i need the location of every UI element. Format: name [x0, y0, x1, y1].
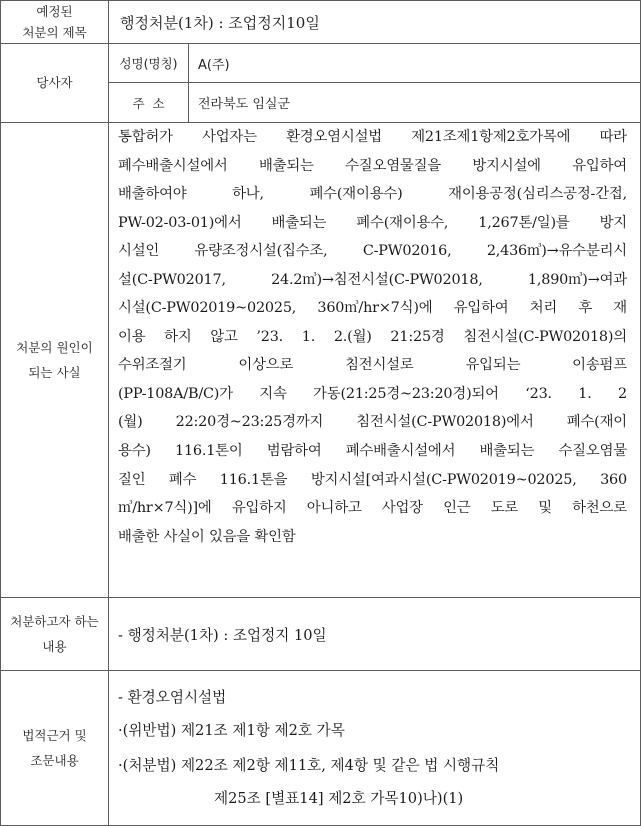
cause-line: 폐수배출시설에서 배출되는 수질오염물질을 방지시설에 유입하여: [118, 157, 627, 174]
cause-line: 수위조절기 이상으로 침전시설로 유입되는 이송펌프: [118, 357, 627, 374]
title-value: 행정처분(1차) : 조업정지10일: [120, 13, 320, 32]
cause-paragraph: [118, 123, 627, 551]
legal-line: ·(처분법) 제22조 제2항 제11호, 제4항 및 같은 법 시행규칙: [118, 757, 500, 774]
cause-label-line: 되는 사실: [28, 365, 81, 380]
legal-line: 제25조 [별표14] 제2호 가목10)나)(1): [214, 790, 464, 807]
cause-line: 용수) 116.1톤이 범람하여 폐수배출시설에서 배출되는 수질오염물: [118, 443, 627, 460]
cause-line: PW-02-03-01)에서 배출되는 폐수(재이용수, 1,267톤/일)를 방지: [118, 214, 627, 231]
cause-line: 배출한 사실이 있음을 확인함: [118, 528, 296, 545]
content-value: - 행정처분(1차) : 조업정지 10일: [118, 626, 327, 644]
content-label: [1, 598, 108, 670]
legal-label: [1, 671, 108, 825]
cause-line: 질인 폐수 116.1톤을 방지시설[여과시설(C-PW02019~02025, 360: [118, 471, 627, 488]
cause-line: (월) 22:20경~23:25경까지 침전시설(C-PW02018)에서 폐수(재이: [118, 414, 627, 431]
legal-label-line: 조문내용: [30, 753, 79, 768]
cause-line: 배출하여야 하나, 폐수(재이용수) 재이용공정(심리스공정-간접,: [118, 186, 627, 203]
address-value: 전라북도 임실군: [198, 97, 291, 112]
content-label-line: 처분하고자 하는: [10, 614, 99, 629]
column-divider: [108, 0, 109, 826]
cause-line: (PP-108A/B/C)가 지속 가동(21:25경~23:20경)되어 ‘23. 1. 2: [118, 385, 627, 402]
cause-label-line: 처분의 원인이: [16, 340, 93, 355]
legal-line: - 환경오염시설법: [118, 689, 227, 706]
title-label-line: 처분의 제목: [22, 25, 87, 40]
title-label-line: 예정된: [36, 4, 73, 19]
cause-line: 시설인 유량조정시설(집수조, C-PW02016, 2,436㎥)→유수분리시: [118, 243, 627, 260]
name-label: 성명(명칭): [119, 56, 178, 71]
cause-line: ㎥/hr×7식)]에 유입하지 아니하고 사업장 인근 도로 및 하천으로: [118, 500, 627, 517]
content-label-line: 내용: [42, 639, 67, 654]
name-value: A(주): [198, 57, 230, 73]
legal-line: ·(위반법) 제21조 제1항 제2호 가목: [118, 722, 345, 739]
cause-line: 설(C-PW02017, 24.2㎥)→침전시설(C-PW02018, 1,890㎥)→여과: [118, 271, 627, 288]
legal-label-line: 법적근거 및: [22, 728, 87, 743]
party-label: [1, 44, 108, 122]
address-label: 주 소: [132, 95, 165, 111]
column-divider: [188, 43, 189, 122]
cause-label: [1, 123, 108, 597]
cause-line: 시설(C-PW02019~02025, 360㎥/hr×7식)에 유입하여 처리 후 재: [118, 300, 627, 317]
party-label-text: 당사자: [36, 75, 73, 90]
cause-line: 통합허가 사업자는 환경오염시설법 제21조제1항제2호가목에 따라: [118, 129, 627, 145]
cause-line: 이용 하지 않고 ’23. 1. 2.(월) 21:25경 침전시설(C-PW02018)의: [118, 328, 627, 345]
title-label: [1, 1, 108, 43]
